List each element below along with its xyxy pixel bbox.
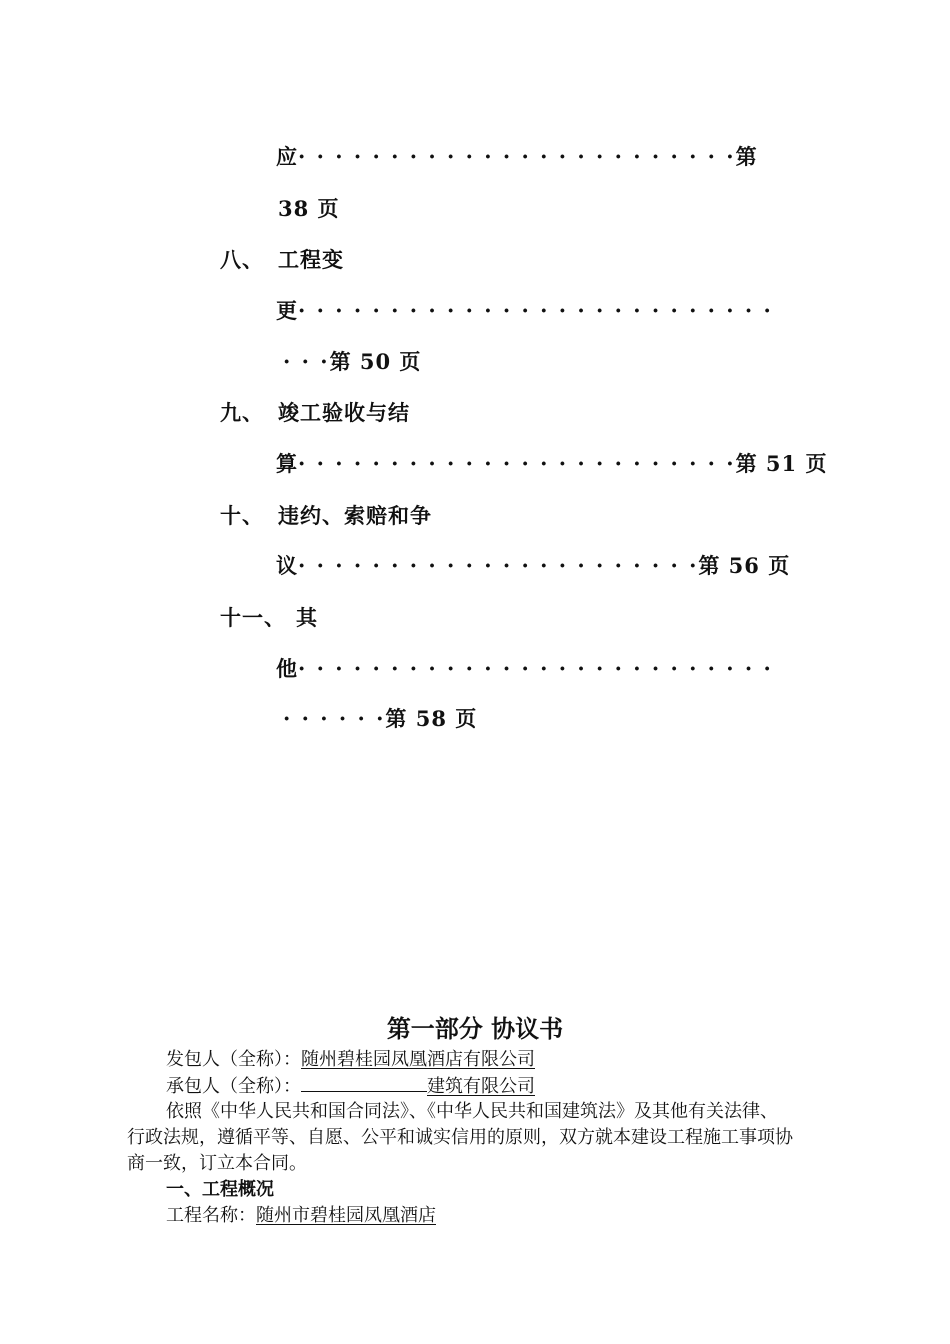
toc-item7-page-suffix: 38 页 (278, 196, 340, 221)
toc-item11-dots-continued: · · · · · · (283, 706, 386, 731)
toc-item9-title-end: 算 (276, 451, 298, 476)
contractor-line (166, 1073, 878, 1100)
toc-item9-title-text: 竣工验收与结 (278, 400, 410, 425)
toc-item11-title-text: 其 (296, 605, 318, 630)
toc-item10-line2 (276, 552, 790, 580)
contractor-value: 建筑有限公司 (427, 1076, 535, 1097)
preamble-text3: 商一致，订立本合同。 (127, 1153, 307, 1174)
toc-item7-line1 (276, 143, 758, 171)
toc-item10-dots: · · · · · · · · · · · · · · · · · · · · · · (298, 553, 699, 578)
toc-item11-number: 十一、 (220, 605, 286, 630)
toc-item8-line2 (276, 297, 773, 325)
toc-item10-page: 第 56 页 (698, 553, 791, 578)
toc-item7-page-prefix: 第 (735, 144, 758, 169)
toc-item8-dots-continued: · · · (283, 349, 330, 374)
preamble-line2 (127, 1125, 839, 1151)
section-heading-overview (166, 1177, 878, 1203)
toc-item7-title-end: 应 (276, 144, 298, 169)
contractor-blank (301, 1073, 427, 1092)
employer-line (166, 1047, 878, 1073)
toc-item8-line3 (283, 348, 421, 376)
project-name-label: 工程名称： (166, 1205, 256, 1226)
employer-value: 随州碧桂园凤凰酒店有限公司 (301, 1049, 535, 1070)
toc-item11-title-end: 他 (276, 656, 298, 681)
employer-label: 发包人（全称）： (166, 1049, 301, 1070)
toc-item11-dots: · · · · · · · · · · · · · · · · · · · · · · · · · · (298, 656, 773, 681)
toc-item9-dots: · · · · · · · · · · · · · · · · · · · · · · · · (298, 451, 736, 476)
toc-item11-page: 第 58 页 (385, 706, 478, 731)
toc-item8-page: 第 50 页 (329, 349, 422, 374)
toc-item7-dots: · · · · · · · · · · · · · · · · · · · · · · · · (298, 144, 736, 169)
section-heading-text: 一、工程概况 (166, 1179, 274, 1200)
toc-item11-line3 (283, 705, 477, 733)
toc-item9-page: 第 51 页 (735, 451, 828, 476)
toc-item7-line2 (278, 195, 340, 223)
project-name-line (166, 1203, 878, 1229)
toc-item8-title-text: 工程变 (278, 247, 344, 272)
toc-item9-heading (220, 399, 264, 427)
toc-item8-number: 八、 (220, 247, 264, 272)
preamble-line1 (166, 1099, 878, 1125)
toc-item8-title (278, 246, 344, 274)
preamble-text2: 行政法规，遵循平等、自愿、公平和诚实信用的原则，双方就本建设工程施工事项协 (127, 1127, 793, 1148)
toc-item10-heading (220, 502, 264, 530)
toc-item8-heading (220, 246, 264, 274)
toc-item10-title (278, 502, 432, 530)
contractor-label: 承包人（全称）： (166, 1076, 301, 1097)
toc-item9-number: 九、 (220, 400, 264, 425)
toc-item9-line2 (276, 450, 827, 478)
preamble-text1: 依照《中华人民共和国合同法》、《中华人民共和国建筑法》及其他有关法律、 (166, 1101, 778, 1122)
toc-item8-title-end: 更 (276, 298, 298, 323)
toc-item11-heading (220, 604, 286, 632)
toc-item8-dots: · · · · · · · · · · · · · · · · · · · · · · · · · · (298, 298, 773, 323)
toc-item10-title-end: 议 (276, 553, 298, 578)
agreement-title: 第一部分 协议书 (386, 1014, 564, 1043)
toc-item10-number: 十、 (220, 503, 264, 528)
preamble-line3 (127, 1151, 839, 1177)
toc-item11-title (296, 604, 318, 632)
project-name-value: 随州市碧桂园凤凰酒店 (256, 1205, 436, 1226)
toc-item9-title (278, 399, 410, 427)
toc-item11-line2 (276, 655, 773, 683)
toc-item10-title-text: 违约、索赔和争 (278, 503, 432, 528)
